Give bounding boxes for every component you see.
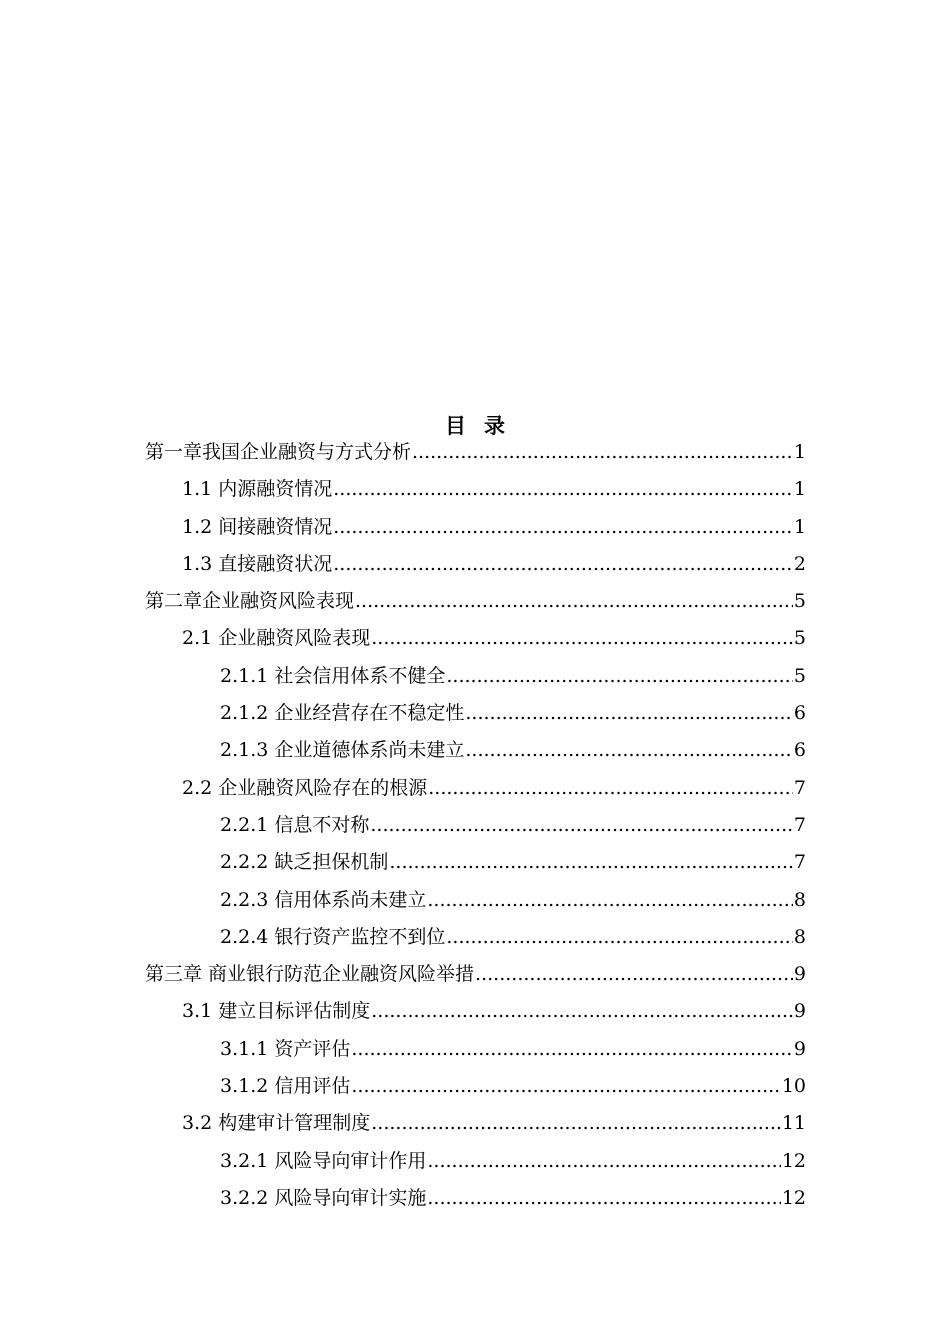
toc-entry[interactable] bbox=[145, 658, 806, 695]
toc-entry-text: 2.2.3 信用体系尚未建立 bbox=[220, 888, 427, 911]
toc-page-number: 7 bbox=[793, 813, 806, 836]
toc-entry[interactable] bbox=[145, 956, 806, 993]
toc-entry[interactable] bbox=[145, 1031, 806, 1068]
toc-leader-dots bbox=[351, 1031, 793, 1068]
toc-page-number: 7 bbox=[793, 776, 806, 799]
toc-entry-text: 2.2.4 银行资产监控不到位 bbox=[220, 925, 446, 948]
toc-entry[interactable] bbox=[145, 509, 806, 546]
toc-entry[interactable] bbox=[145, 807, 806, 844]
toc-page-number: 1 bbox=[793, 441, 806, 463]
toc-page-number: 5 bbox=[793, 627, 806, 650]
toc-page-number: 5 bbox=[793, 590, 806, 613]
toc-leader-dots bbox=[355, 583, 793, 620]
toc-entry-text: 2.1 企业融资风险表现 bbox=[182, 627, 371, 650]
toc-leader-dots bbox=[428, 770, 793, 807]
toc-leader-dots bbox=[371, 620, 793, 657]
toc-leader-dots bbox=[333, 471, 793, 508]
toc-leader-dots bbox=[333, 509, 793, 546]
toc-entry[interactable] bbox=[145, 882, 806, 919]
toc-page-number: 7 bbox=[793, 851, 806, 874]
toc-entry-text: 1.3 直接融资状况 bbox=[182, 552, 333, 575]
toc-leader-dots bbox=[465, 732, 793, 769]
toc-leader-dots bbox=[446, 919, 793, 956]
toc-entry-text: 1.1 内源融资情况 bbox=[182, 478, 333, 501]
toc-leader-dots bbox=[412, 434, 793, 471]
toc-page-number: 9 bbox=[793, 1000, 806, 1023]
toc-leader-dots bbox=[371, 993, 793, 1030]
toc-entry[interactable] bbox=[145, 1143, 806, 1180]
toc-entry[interactable] bbox=[145, 620, 806, 657]
toc-entry-text: 第一章我国企业融资与方式分析 bbox=[145, 441, 412, 463]
toc-entry[interactable] bbox=[145, 993, 806, 1030]
toc-page-number: 10 bbox=[781, 1075, 806, 1098]
toc-entry-text: 3.2.1 风险导向审计作用 bbox=[220, 1149, 427, 1172]
toc-entry[interactable] bbox=[145, 1180, 806, 1217]
toc-entry[interactable] bbox=[145, 844, 806, 881]
toc-page-number: 12 bbox=[781, 1186, 806, 1209]
toc-leader-dots bbox=[370, 807, 793, 844]
toc-entry-text: 2.2 企业融资风险存在的根源 bbox=[182, 776, 428, 799]
toc-page-number: 1 bbox=[793, 515, 806, 538]
toc-page-number: 9 bbox=[793, 963, 806, 986]
toc-leader-dots bbox=[475, 956, 793, 993]
toc-leader-dots bbox=[389, 844, 793, 881]
toc-leader-dots bbox=[427, 1143, 780, 1180]
toc-entry[interactable] bbox=[145, 434, 806, 471]
toc-entry[interactable] bbox=[145, 546, 806, 583]
toc-entry-text: 第三章 商业银行防范企业融资风险举措 bbox=[145, 963, 475, 986]
toc-entry[interactable] bbox=[145, 732, 806, 769]
toc-entry-text: 1.2 间接融资情况 bbox=[182, 515, 333, 538]
toc-entry-text: 2.1.2 企业经营存在不稳定性 bbox=[220, 702, 465, 725]
toc-page-number: 12 bbox=[781, 1149, 806, 1172]
toc-page-number: 8 bbox=[793, 925, 806, 948]
toc-entry[interactable] bbox=[145, 1068, 806, 1105]
toc-leader-dots bbox=[351, 1068, 780, 1105]
toc-page-number: 6 bbox=[793, 739, 806, 762]
toc-leader-dots bbox=[333, 546, 793, 583]
toc-title: 目录 bbox=[445, 413, 523, 438]
toc-entry-text: 3.2 构建审计管理制度 bbox=[182, 1112, 371, 1135]
toc-entry[interactable] bbox=[145, 770, 806, 807]
toc-entry-text: 3.1 建立目标评估制度 bbox=[182, 1000, 371, 1023]
toc-entry[interactable] bbox=[145, 695, 806, 732]
toc-entry-text: 2.2.1 信息不对称 bbox=[220, 813, 370, 836]
toc-page-number: 11 bbox=[781, 1112, 806, 1135]
toc-entry-text: 2.2.2 缺乏担保机制 bbox=[220, 851, 389, 874]
toc-entry-text: 3.1.2 信用评估 bbox=[220, 1075, 351, 1098]
toc-entry[interactable] bbox=[145, 1105, 806, 1142]
toc-page-number: 1 bbox=[793, 478, 806, 501]
toc-entry[interactable] bbox=[145, 919, 806, 956]
toc-page-number: 6 bbox=[793, 702, 806, 725]
toc-page-number: 8 bbox=[793, 888, 806, 911]
toc-leader-dots bbox=[427, 882, 793, 919]
toc-list bbox=[145, 434, 806, 1217]
toc-entry-text: 2.1.1 社会信用体系不健全 bbox=[220, 664, 446, 687]
toc-entry[interactable] bbox=[145, 471, 806, 508]
toc-entry-text: 2.1.3 企业道德体系尚未建立 bbox=[220, 739, 465, 762]
toc-page-number: 5 bbox=[793, 664, 806, 687]
toc-leader-dots bbox=[446, 658, 793, 695]
toc-entry-text: 第二章企业融资风险表现 bbox=[145, 590, 355, 613]
toc-entry[interactable] bbox=[145, 583, 806, 620]
toc-page-number: 2 bbox=[793, 552, 806, 575]
toc-leader-dots bbox=[371, 1105, 781, 1142]
toc-entry-text: 3.1.1 资产评估 bbox=[220, 1037, 351, 1060]
toc-leader-dots bbox=[427, 1180, 780, 1217]
toc-leader-dots bbox=[465, 695, 793, 732]
toc-page-number: 9 bbox=[793, 1037, 806, 1060]
toc-entry-text: 3.2.2 风险导向审计实施 bbox=[220, 1186, 427, 1209]
